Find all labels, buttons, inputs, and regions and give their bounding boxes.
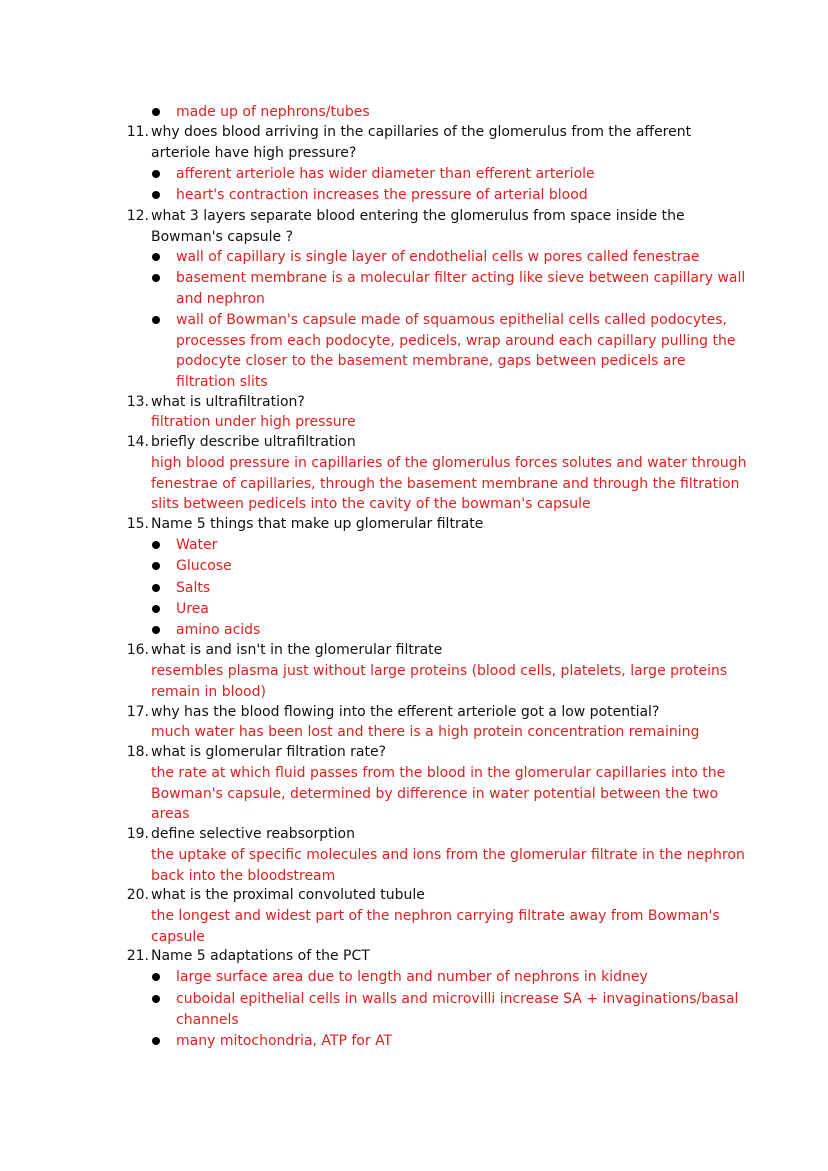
- question-number: 11.: [126, 124, 149, 140]
- bullet-icon: [152, 170, 160, 178]
- bullet-answer-text: Urea: [176, 601, 209, 617]
- answer-text: Bowman's capsule, determined by difference in water potential between the two: [151, 786, 719, 802]
- question-text: what is glomerular filtration rate?: [151, 744, 387, 760]
- answer-text: resembles plasma just without large proteins (blood cells, platelets, large proteins: [151, 663, 728, 679]
- bullet-icon: [152, 316, 160, 324]
- bullet-icon: [152, 253, 160, 261]
- question-number: 15.: [126, 516, 149, 532]
- answer-text: fenestrae of capillaries, through the basement membrane and through the filtration: [151, 476, 740, 492]
- bullet-answer-text: wall of capillary is single layer of endothelial cells w pores called fenestrae: [176, 249, 700, 265]
- question-text: Name 5 things that make up glomerular filtrate: [151, 516, 484, 532]
- bullet-answer-text: Water: [176, 537, 218, 553]
- bullet-answer-text: channels: [176, 1012, 239, 1028]
- question-number: 12.: [126, 208, 149, 224]
- bullet-icon: [152, 562, 160, 570]
- bullet-answer-text: Salts: [176, 580, 211, 596]
- question-number: 18.: [126, 744, 149, 760]
- question-number: 16.: [126, 642, 149, 658]
- bullet-icon: [152, 274, 160, 282]
- question-text: why has the blood flowing into the efferent arteriole got a low potential?: [151, 704, 660, 720]
- bullet-icon: [152, 541, 160, 549]
- bullet-answer-text: podocyte closer to the basement membrane, gaps between pedicels are: [176, 353, 686, 369]
- question-number: 21.: [126, 948, 149, 964]
- answer-text: back into the bloodstream: [151, 868, 336, 884]
- question-text: what is the proximal convoluted tubule: [151, 887, 425, 903]
- answer-text: filtration under high pressure: [151, 414, 356, 430]
- bullet-answer-text: Glucose: [176, 558, 232, 574]
- bullet-answer-text: cuboidal epithelial cells in walls and microvilli increase SA + invaginations/basal: [176, 991, 739, 1007]
- bullet-icon: [152, 1037, 160, 1045]
- question-number: 19.: [126, 826, 149, 842]
- question-number: 13.: [126, 394, 149, 410]
- bullet-icon: [152, 584, 160, 592]
- answer-text: areas: [151, 806, 190, 822]
- answer-text: slits between pedicels into the cavity of the bowman's capsule: [151, 496, 591, 512]
- bullet-icon: [152, 973, 160, 981]
- question-text: arteriole have high pressure?: [151, 145, 357, 161]
- question-number: 14.: [126, 434, 149, 450]
- bullet-answer-text: processes from each podocyte, pedicels, wrap around each capillary pulling the: [176, 333, 736, 349]
- answer-text: high blood pressure in capillaries of the glomerulus forces solutes and water through: [151, 455, 747, 471]
- bullet-icon: [152, 605, 160, 613]
- question-text: Name 5 adaptations of the PCT: [151, 948, 370, 964]
- question-text: what 3 layers separate blood entering the glomerulus from space inside the: [151, 208, 685, 224]
- bullet-answer-text: large surface area due to length and number of nephrons in kidney: [176, 969, 648, 985]
- bullet-answer-text: and nephron: [176, 291, 265, 307]
- bullet-answer-text: afferent arteriole has wider diameter than efferent arteriole: [176, 166, 595, 182]
- question-number: 17.: [126, 704, 149, 720]
- bullet-answer-text: many mitochondria, ATP for AT: [176, 1033, 393, 1049]
- bullet-icon: [152, 108, 160, 116]
- question-text: Bowman's capsule ?: [151, 229, 294, 245]
- question-text: what is and isn't in the glomerular filtrate: [151, 642, 443, 658]
- bullet-icon: [152, 191, 160, 199]
- question-text: what is ultrafiltration?: [151, 394, 305, 410]
- answer-text: capsule: [151, 929, 205, 945]
- answer-text: the longest and widest part of the nephron carrying filtrate away from Bowman's: [151, 908, 720, 924]
- bullet-answer-text: filtration slits: [176, 374, 268, 390]
- bullet-icon: [152, 995, 160, 1003]
- bullet-answer-text: wall of Bowman's capsule made of squamous epithelial cells called podocytes,: [176, 312, 727, 328]
- question-text: define selective reabsorption: [151, 826, 355, 842]
- bullet-answer-text: amino acids: [176, 622, 261, 638]
- bullet-answer-text: made up of nephrons/tubes: [176, 104, 370, 120]
- question-text: why does blood arriving in the capillaries of the glomerulus from the afferent: [151, 124, 692, 140]
- answer-text: much water has been lost and there is a high protein concentration remaining: [151, 724, 700, 740]
- bullet-answer-text: heart's contraction increases the pressure of arterial blood: [176, 187, 588, 203]
- answer-text: the rate at which fluid passes from the blood in the glomerular capillaries into the: [151, 765, 726, 781]
- bullet-icon: [152, 626, 160, 634]
- question-number: 20.: [126, 887, 149, 903]
- bullet-answer-text: basement membrane is a molecular filter acting like sieve between capillary wall: [176, 270, 746, 286]
- answer-text: the uptake of specific molecules and ions from the glomerular filtrate in the nephron: [151, 847, 745, 863]
- answer-text: remain in blood): [151, 684, 266, 700]
- question-text: briefly describe ultrafiltration: [151, 434, 356, 450]
